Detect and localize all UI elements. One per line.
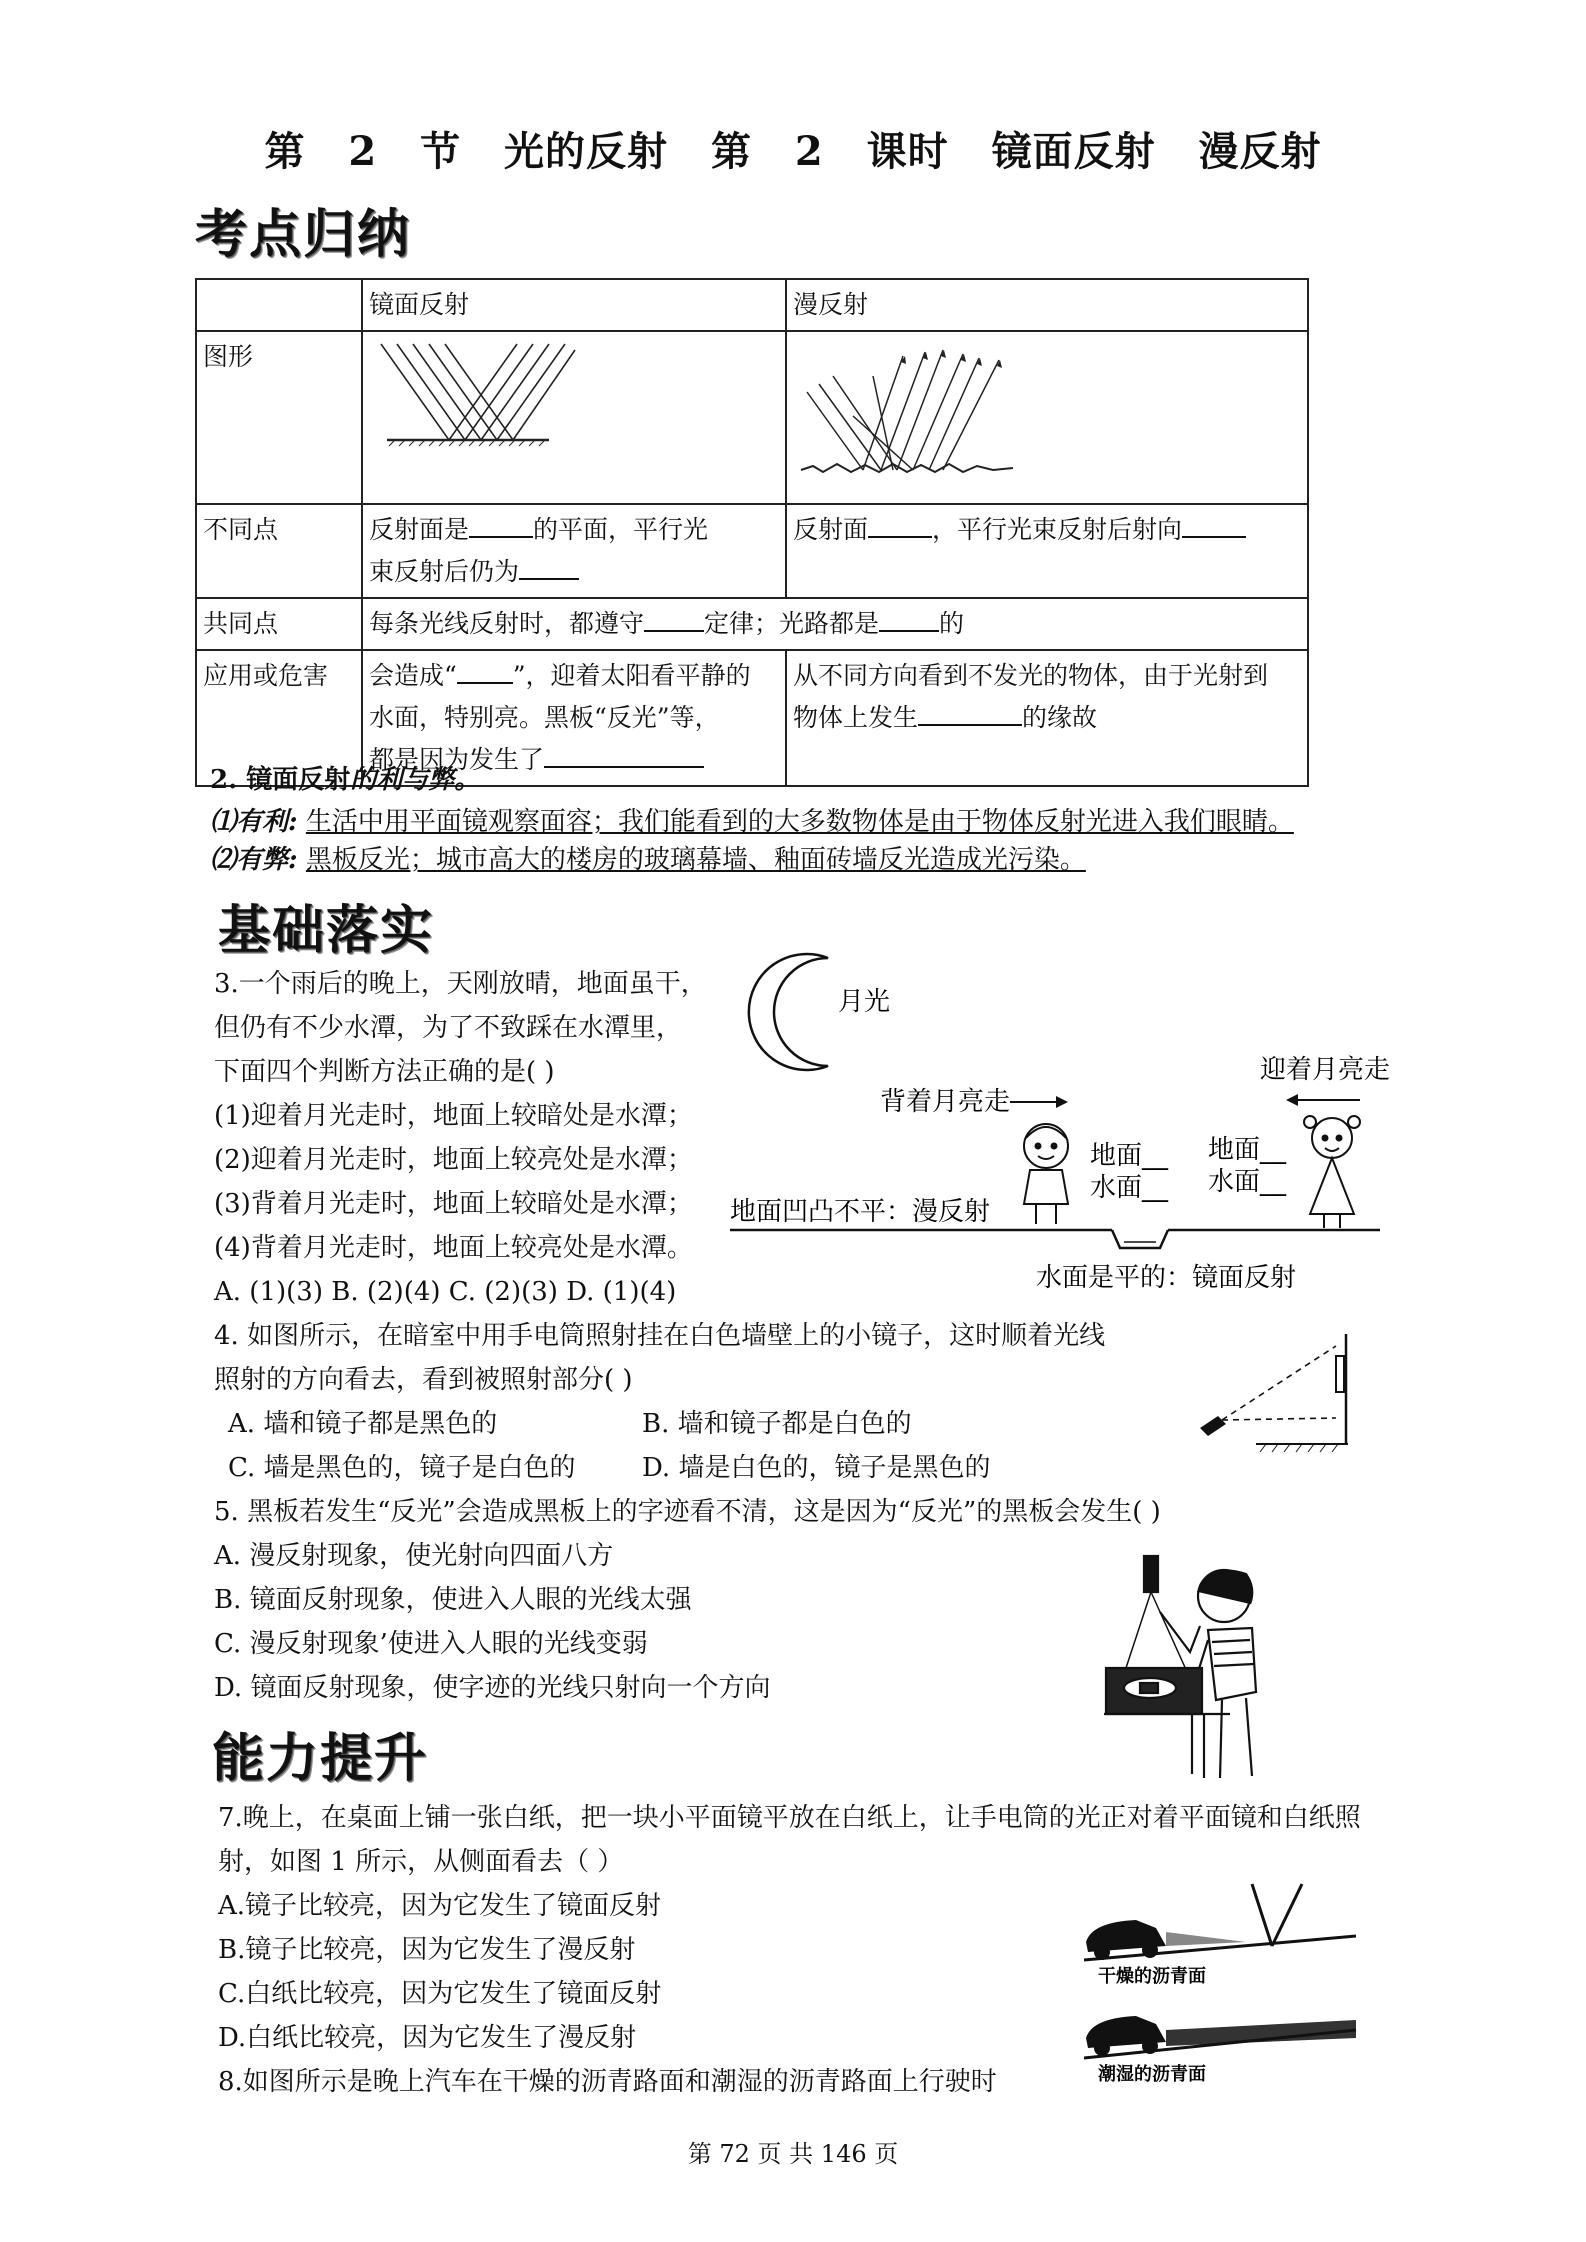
q3-option-3: (3)背着月光走时，地面上较暗处是水潭； xyxy=(214,1189,693,1219)
answer-blank[interactable] xyxy=(1182,512,1246,538)
diff-mirror-cell: 反射面是 的平面，平行光 束反射后仍为 xyxy=(362,504,786,598)
q4-option-d: D. 墙是白色的，镜子是黑色的 xyxy=(642,1453,991,1483)
page-title: 第 2 节 光的反射 第 2 课时 镜面反射 漫反射 xyxy=(264,128,1322,175)
q5-option-d: D. 镜面反射现象，使字迹的光线只射向一个方向 xyxy=(214,1673,771,1703)
table-row-figure xyxy=(196,331,1308,504)
fig-wet-label: 潮湿的沥青面 xyxy=(1098,2064,1206,2085)
q3-choices: A. (1)(3) B. (2)(4) C. (2)(3) D. (1)(4) xyxy=(214,1277,677,1307)
q7-option-d: D.白纸比较亮，因为它发生了漫反射 xyxy=(218,2023,637,2053)
q3-stem-2: 但仍有不少水潭，为了不致踩在水潭里， xyxy=(214,1013,683,1043)
child-flashlight-figure xyxy=(1100,1552,1280,1788)
table-header-row xyxy=(196,279,1308,331)
q5-option-b: B. 镜面反射现象，使进入人眼的光线太强 xyxy=(214,1585,692,1615)
row-label-diff: 不同点 xyxy=(196,504,362,598)
section-heading-jichu: 基础落实 xyxy=(218,901,435,961)
answer-blank[interactable] xyxy=(469,512,533,538)
table-header-diffuse: 漫反射 xyxy=(786,279,1308,331)
answer-blank[interactable] xyxy=(544,742,704,768)
q7-stem-2: 射，如图 1 所示，从侧面看去（ ） xyxy=(218,1847,624,1877)
q3-option-2: (2)迎着月光走时，地面上较亮处是水潭； xyxy=(214,1145,693,1175)
fig-back-label: 背着月亮走 xyxy=(880,1087,1011,1117)
q8-stem-1: 8.如图所示是晚上汽车在干燥的沥青路面和潮湿的沥青路面上行驶时 xyxy=(218,2067,997,2097)
q7-option-b: B.镜子比较亮，因为它发生了漫反射 xyxy=(218,1935,636,1965)
row-label-common: 共同点 xyxy=(196,598,362,650)
q4-stem-2: 照射的方向看去，看到被照射部分( ) xyxy=(214,1365,633,1395)
section-heading-kaodian: 考点归纳 xyxy=(195,205,412,265)
boy-icon xyxy=(1024,1124,1068,1224)
q7-option-c: C.白纸比较亮，因为它发生了镜面反射 xyxy=(218,1979,662,2009)
q3-stem-1: 3.一个雨后的晚上，天刚放晴，地面虽干， xyxy=(214,969,707,999)
diffuse-reflection-figure-cell xyxy=(786,331,1308,504)
q2-heading: 2. 镜面反射的利与弊。 xyxy=(210,765,481,795)
apply-diffuse-cell: 从不同方向看到不发光的物体，由于光射到 物体上发生 的缘故 xyxy=(786,650,1308,786)
q2-pro: ⑴有利: 生活中用平面镜观察面容；我们能看到的大多数物体是由于物体反射光进入我们眼睛。 xyxy=(210,807,1294,837)
fig-water-label-1: 水面__ xyxy=(1090,1173,1169,1203)
table-row-common xyxy=(196,598,1308,650)
answer-blank[interactable] xyxy=(457,658,513,684)
moon-icon xyxy=(749,954,828,1070)
q4-stem-1: 4. 如图所示，在暗室中用手电筒照射挂在白色墙壁上的小镜子，这时顺着光线 xyxy=(214,1321,1106,1351)
q3-stem-3: 下面四个判断方法正确的是( ) xyxy=(214,1057,555,1087)
q3-option-1: (1)迎着月光走时，地面上较暗处是水潭； xyxy=(214,1101,693,1131)
row-label-apply: 应用或危害 xyxy=(196,650,362,786)
q5-option-a: A. 漫反射现象，使光射向四面八方 xyxy=(214,1541,614,1571)
table-header-mirror: 镜面反射 xyxy=(362,279,786,331)
fig-ground-label-1: 地面__ xyxy=(1090,1141,1169,1171)
diff-diffuse-cell: 反射面 ，平行光束反射后射向 xyxy=(786,504,1308,598)
answer-blank[interactable] xyxy=(918,700,1022,726)
section-heading-nengli: 能力提升 xyxy=(212,1729,429,1789)
answer-blank[interactable] xyxy=(879,606,939,632)
q3-option-4: (4)背着月光走时，地面上较亮处是水潭。 xyxy=(214,1233,693,1263)
table-row-diff xyxy=(196,504,1308,598)
mirror-reflection-figure-cell xyxy=(362,331,786,504)
asphalt-road-figure xyxy=(1076,1880,1366,2100)
fig-dry-label: 干燥的沥青面 xyxy=(1098,1966,1206,1987)
common-cell: 每条光线反射时，都遵守 定律；光路都是 的 xyxy=(362,598,1308,650)
mirror-reflection-diagram xyxy=(369,336,579,466)
apply-mirror-cell: 会造成“ ”，迎着太阳看平静的 水面，特别亮。黑板“反光”等， 都是因为发生了 xyxy=(362,650,786,786)
q4-option-a: A. 墙和镜子都是黑色的 xyxy=(228,1409,498,1439)
q5-stem: 5. 黑板若发生“反光”会造成黑板上的字迹看不清，这是因为“反光”的黑板会发生( ) xyxy=(214,1497,1161,1527)
row-label-figure: 图形 xyxy=(196,331,362,504)
fig-facing-label: 迎着月亮走 xyxy=(1260,1055,1391,1085)
q2-con: ⑵有弊: 黑板反光；城市高大的楼房的玻璃幕墙、釉面砖墙反光造成光污染。 xyxy=(210,845,1086,875)
q7-stem-1: 7.晚上，在桌面上铺一张白纸，把一块小平面镜平放在白纸上，让手电筒的光正对着平面镜和白纸照 xyxy=(218,1803,1361,1833)
dry-road-illustration xyxy=(1084,1884,1356,1987)
q3-moonlight-figure xyxy=(720,952,1410,1292)
answer-blank[interactable] xyxy=(644,606,704,632)
mirror-icon xyxy=(1336,1356,1344,1392)
diffuse-reflection-diagram xyxy=(793,336,1033,486)
q5-option-c: C. 漫反射现象’使进入人眼的光线变弱 xyxy=(214,1629,648,1659)
table-header-blank xyxy=(196,279,362,331)
q7-option-a: A.镜子比较亮，因为它发生了镜面反射 xyxy=(218,1891,662,1921)
girl-icon xyxy=(1304,1116,1360,1228)
fig-water-label-2: 水面__ xyxy=(1208,1167,1287,1197)
q4-option-b: B. 墙和镜子都是白色的 xyxy=(642,1409,912,1439)
fig-rough-label: 地面凹凸不平：漫反射 xyxy=(730,1197,991,1227)
fig-ground-label-2: 地面__ xyxy=(1208,1135,1287,1165)
fig-moon-label: 月光 xyxy=(838,987,891,1017)
fig-flat-label: 水面是平的：镜面反射 xyxy=(1036,1263,1297,1292)
page-number: 第 72 页 共 146 页 xyxy=(687,2140,899,2168)
answer-blank[interactable] xyxy=(868,512,932,538)
wet-road-illustration xyxy=(1084,2016,1356,2085)
summary-table xyxy=(195,278,1309,787)
q4-option-c: C. 墙是黑色的，镜子是白色的 xyxy=(228,1453,576,1483)
answer-blank[interactable] xyxy=(519,554,579,580)
q4-flashlight-figure xyxy=(1196,1326,1372,1456)
